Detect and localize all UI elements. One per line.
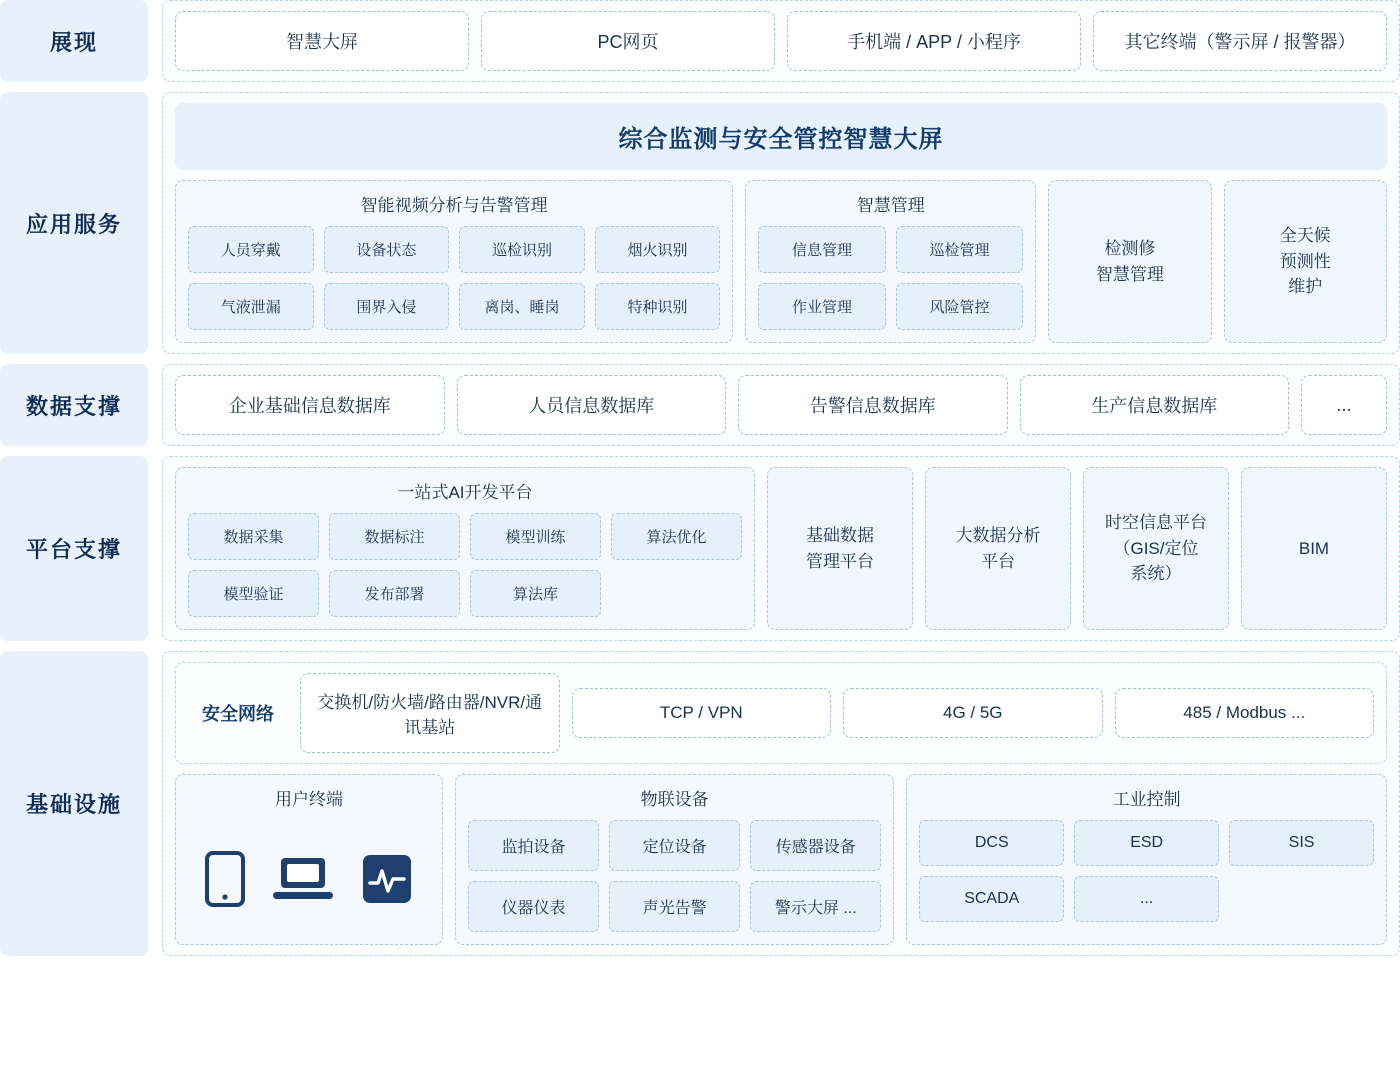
- platform-chip[interactable]: 模型训练: [470, 513, 601, 560]
- group-title: 物联设备: [640, 790, 709, 809]
- layer-label-platform: 平台支撑: [0, 456, 148, 641]
- platform-card-line: BIM: [1298, 538, 1330, 558]
- app-chip[interactable]: 设备状态: [324, 226, 450, 273]
- layer-present: [0, 0, 1400, 82]
- platform-card-line: 平台: [981, 551, 1015, 571]
- layer-label-application: 应用服务: [0, 92, 148, 354]
- monitor-waveform-icon: [361, 853, 413, 905]
- app-chip[interactable]: 气液泄漏: [188, 283, 314, 330]
- layer-body-present: [162, 0, 1400, 82]
- network-row: [175, 662, 1387, 764]
- present-item[interactable]: 智慧大屏: [175, 11, 469, 71]
- data-item[interactable]: 企业基础信息数据库: [175, 375, 445, 435]
- network-item[interactable]: 485 / Modbus ...: [1115, 688, 1375, 738]
- group-video-analysis: [175, 180, 733, 343]
- platform-card-line: 系统）: [1130, 564, 1182, 584]
- iot-chip[interactable]: 传感器设备: [750, 820, 881, 871]
- group-user-terminals: [175, 774, 443, 945]
- app-card-line: 检测修: [1104, 239, 1156, 258]
- platform-right-cards: [767, 467, 1387, 630]
- laptop-icon: [271, 854, 335, 904]
- network-label: 安全网络: [202, 704, 274, 724]
- group-title: 一站式AI开发平台: [397, 483, 533, 502]
- app-chip[interactable]: 信息管理: [758, 226, 885, 273]
- data-item[interactable]: 生产信息数据库: [1020, 375, 1290, 435]
- layer-label-data: 数据支撑: [0, 364, 148, 446]
- group-iot-devices: [455, 774, 894, 945]
- platform-chip[interactable]: 发布部署: [329, 570, 460, 617]
- app-card-line: 预测性: [1279, 251, 1331, 271]
- industrial-chip[interactable]: ...: [1074, 876, 1219, 922]
- app-chip[interactable]: 人员穿戴: [188, 226, 314, 273]
- app-card-line: 智慧管理: [1095, 264, 1164, 284]
- platform-card-line: 基础数据: [806, 526, 874, 545]
- app-card-line: 全天候: [1279, 226, 1331, 246]
- present-item[interactable]: 手机端 / APP / 小程序: [787, 11, 1081, 71]
- platform-chip[interactable]: 数据采集: [188, 513, 319, 560]
- platform-card-line: 大数据分析: [955, 526, 1041, 545]
- group-title: 智能视频分析与告警管理: [360, 196, 548, 215]
- network-item[interactable]: 交换机/防火墙/路由器/NVR/通讯基站: [300, 673, 560, 753]
- platform-card-line: 时空信息平台: [1105, 513, 1207, 533]
- layer-infrastructure: [0, 651, 1400, 956]
- group-title: 工业控制: [1112, 790, 1181, 809]
- group-title: 智慧管理: [856, 196, 925, 215]
- layer-platform: [0, 456, 1400, 641]
- app-chip[interactable]: 特种识别: [595, 283, 721, 330]
- iot-chip[interactable]: 监拍设备: [468, 820, 599, 871]
- data-item[interactable]: 告警信息数据库: [738, 375, 1008, 435]
- group-ai-platform: [175, 467, 755, 630]
- tablet-icon: [205, 851, 245, 907]
- app-chip[interactable]: 离岗、睡岗: [459, 283, 585, 330]
- app-chip[interactable]: 风险管控: [896, 283, 1023, 330]
- layer-body-data: [162, 364, 1400, 446]
- layer-body-infrastructure: [162, 651, 1400, 956]
- infrastructure-groups: [175, 774, 1387, 945]
- platform-card-line: 管理平台: [806, 551, 874, 571]
- industrial-chip[interactable]: ESD: [1074, 820, 1219, 866]
- industrial-chip[interactable]: SIS: [1229, 820, 1374, 866]
- platform-card-basic-data[interactable]: [767, 467, 913, 630]
- application-banner: 综合监测与安全管控智慧大屏: [175, 103, 1387, 170]
- group-smart-management: [745, 180, 1036, 343]
- app-card-inspection-repair[interactable]: [1048, 180, 1211, 343]
- layer-data: [0, 364, 1400, 446]
- platform-chip[interactable]: 算法库: [470, 570, 601, 617]
- iot-chip[interactable]: 声光告警: [609, 881, 740, 932]
- network-item[interactable]: TCP / VPN: [572, 688, 832, 738]
- layer-application: [0, 92, 1400, 354]
- data-item[interactable]: 人员信息数据库: [457, 375, 727, 435]
- iot-chip[interactable]: 定位设备: [609, 820, 740, 871]
- platform-card-gis[interactable]: [1083, 467, 1229, 630]
- layer-label-present: 展现: [0, 0, 148, 82]
- platform-chip[interactable]: 算法优化: [611, 513, 742, 560]
- iot-chip[interactable]: 警示大屏 ...: [750, 881, 881, 932]
- app-chip[interactable]: 巡检识别: [459, 226, 585, 273]
- app-chip[interactable]: 作业管理: [758, 283, 885, 330]
- platform-chip[interactable]: 数据标注: [329, 513, 460, 560]
- data-item-more[interactable]: ...: [1301, 375, 1387, 435]
- terminal-icons: [188, 826, 430, 932]
- app-chip[interactable]: 巡检管理: [896, 226, 1023, 273]
- platform-card-bim[interactable]: [1241, 467, 1387, 630]
- app-card-line: 维护: [1288, 277, 1323, 297]
- layer-body-platform: [162, 456, 1400, 641]
- group-title: 用户终端: [275, 790, 343, 809]
- layer-body-application: [162, 92, 1400, 354]
- iot-chip[interactable]: 仪器仪表: [468, 881, 599, 932]
- group-industrial-control: [906, 774, 1387, 945]
- layer-label-infrastructure: 基础设施: [0, 651, 148, 956]
- app-card-predictive-maintenance[interactable]: [1224, 180, 1387, 343]
- network-item[interactable]: 4G / 5G: [843, 688, 1103, 738]
- app-chip[interactable]: 烟火识别: [595, 226, 721, 273]
- present-item[interactable]: PC网页: [481, 11, 775, 71]
- industrial-chip[interactable]: SCADA: [919, 876, 1064, 922]
- platform-card-bigdata[interactable]: [925, 467, 1071, 630]
- platform-card-line: （GIS/定位: [1113, 538, 1199, 558]
- present-item[interactable]: 其它终端（警示屏 / 报警器）: [1093, 11, 1387, 71]
- app-chip[interactable]: 围界入侵: [324, 283, 450, 330]
- platform-chip[interactable]: 模型验证: [188, 570, 319, 617]
- industrial-chip[interactable]: DCS: [919, 820, 1064, 866]
